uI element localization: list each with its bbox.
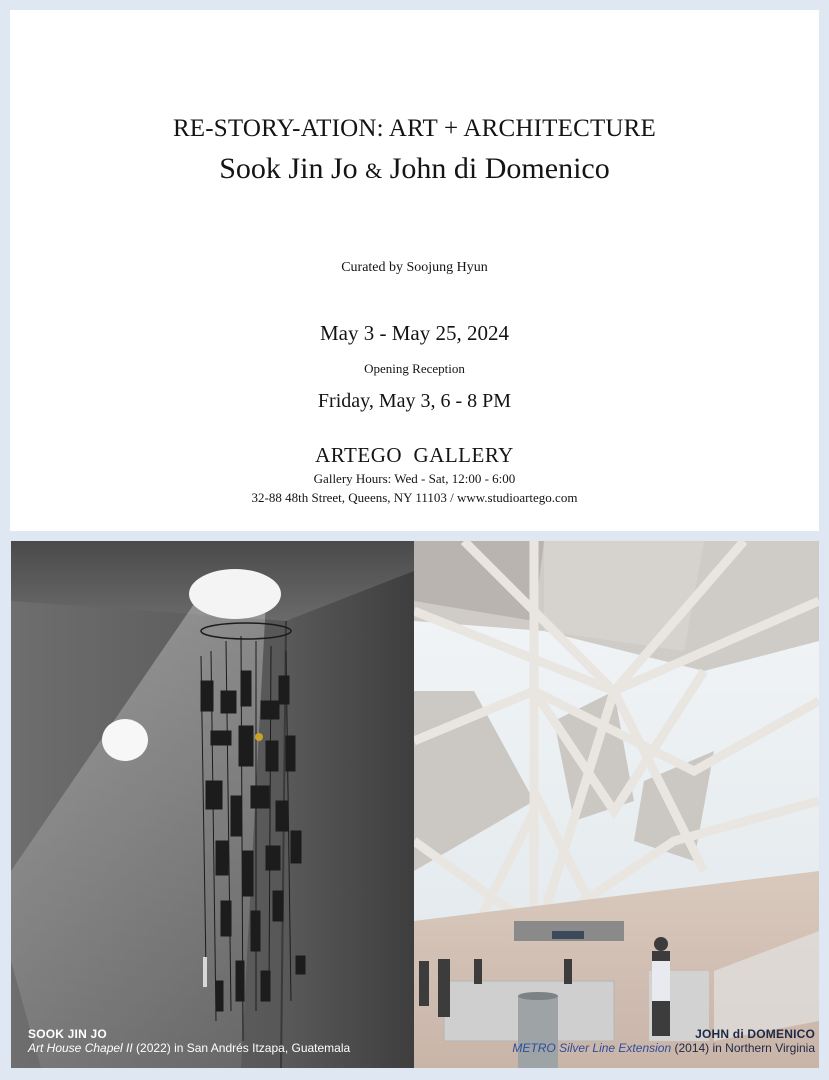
right-artist-name: JOHN di DOMENICO [695,1027,815,1041]
chapel-artwork-photo [11,541,414,1068]
right-work-detail: (2014) in Northern Virginia [671,1041,815,1055]
exhibition-dates: May 3 - May 25, 2024 [320,321,509,345]
curator-line: Curated by Soojung Hyun [341,260,488,275]
left-work-detail: (2022) in San Andrés Itzapa, Guatemala [132,1041,351,1055]
right-work-title: METRO Silver Line Extension [512,1041,672,1055]
artists-line [10,152,819,186]
artist-a-name: Sook Jin Jo [219,152,358,185]
station-architecture-photo [414,541,819,1068]
exhibition-info-card [10,10,819,531]
left-artist-name: SOOK JIN JO [28,1027,107,1041]
gallery-hours: Gallery Hours: Wed - Sat, 12:00 - 6:00 [313,471,516,486]
opening-reception-time: Friday, May 3, 6 - 8 PM [317,390,512,412]
exhibition-title: RE-STORY-ATION: ART + ARCHITECTURE [172,115,657,142]
opening-reception-label: Opening Reception [364,361,465,376]
left-work-title: Art House Chapel II [28,1041,133,1055]
ampersand: & [365,158,383,183]
artist-b-name: John di Domenico [389,152,610,185]
gallery-address: 32-88 48th Street, Queens, NY 11103 / www.studioartego.com [251,490,578,505]
gallery-name: ARTEGO GALLERY [315,443,514,467]
right-photo-caption [512,1027,815,1055]
left-photo-caption [28,1027,350,1055]
